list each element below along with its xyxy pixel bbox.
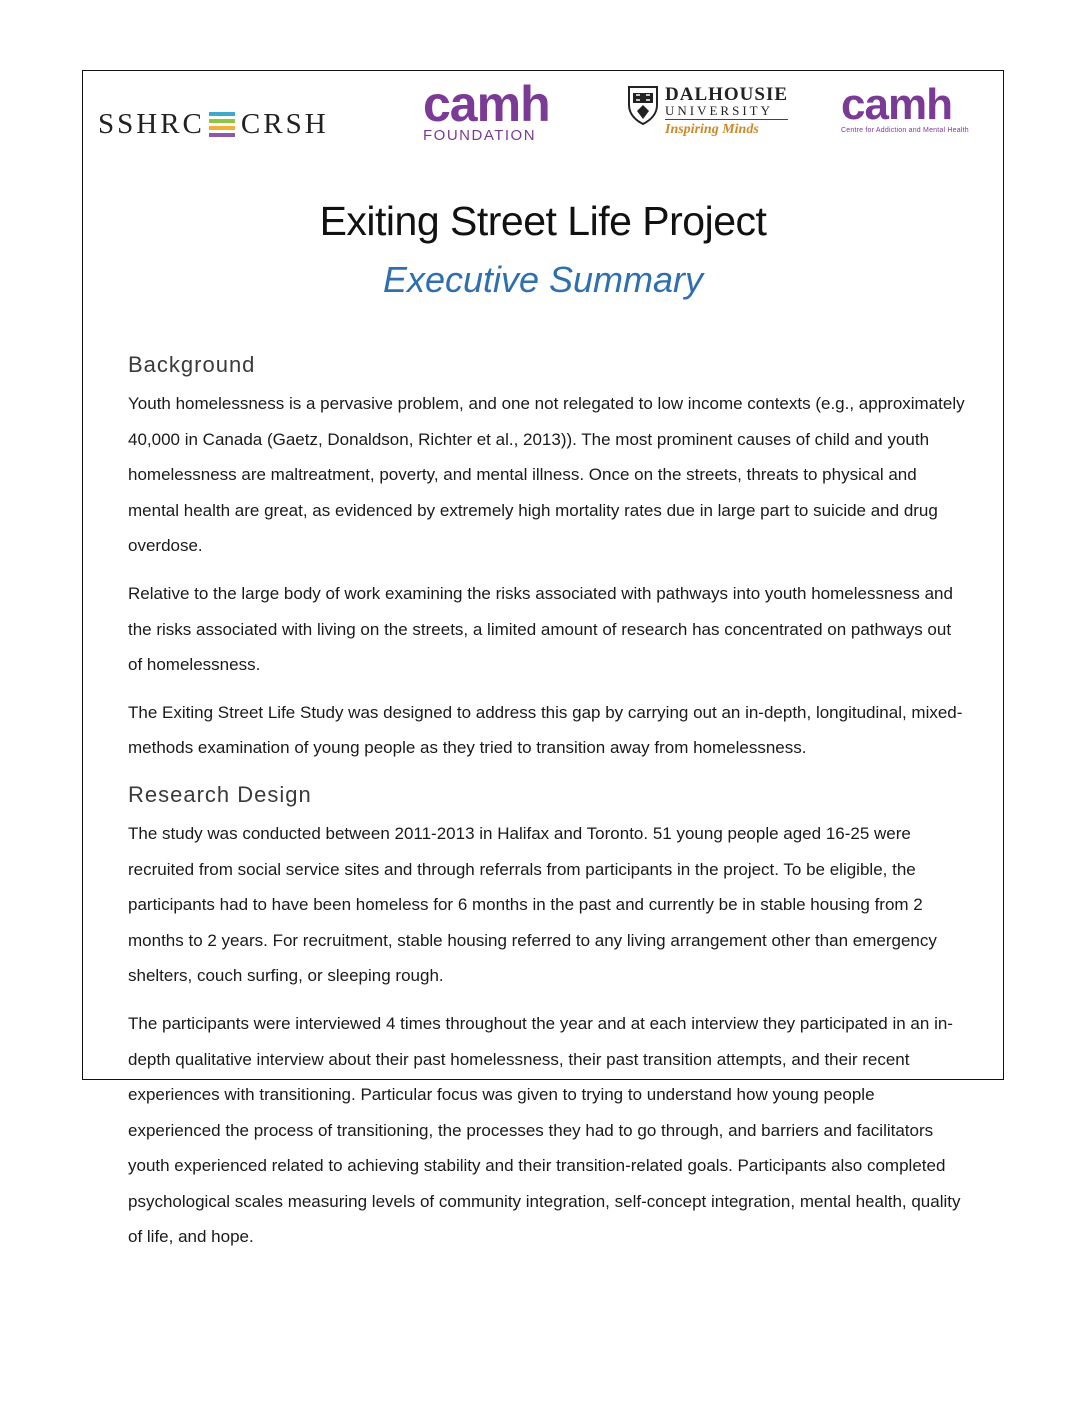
dalhousie-logo [627, 85, 788, 137]
camh-foundation-logo [423, 76, 550, 144]
document-frame [82, 70, 1004, 1247]
paragraph: The Exiting Street Life Study was designed to address this gap by carrying out an in-depth, longitudinal, mixed-methods examination of young people as they tried to transition away from homelessness. [128, 702, 963, 758]
paragraph: The study was conducted between 2011-2013 in Halifax and Toronto. 51 young people aged 16-25 were recruited from social service sites and through referrals from participants in the project. To be eligible, the participants had to have been homeless for 6 months in the past and currently be in stable housing from 2 months to 2 years. For recruitment, stable housing referred to any living arrangement other than emergency shelters, couch surfing, or sleeping rough. [128, 823, 937, 986]
dalhousie-tagline: Inspiring Minds [665, 122, 759, 137]
paragraph: The participants were interviewed 4 times throughout the year and at each interview they participated in an in-depth qualitative interview about their past homelessness, their past transition attempts, and their recent experiences with transitioning. Particular focus was given to trying to understand how young people experienced the process of transitioning, the processes they had to go through, and barriers and facilitators youth experienced related to achieving stability and their transition-related goals. Participants also completed psychological scales measuring levels of community integration, self-concept integration, mental health, quality of life, and hope. [128, 1013, 961, 1247]
crsh-text: CRSH [240, 108, 329, 140]
section-heading-background: Background [128, 352, 256, 377]
dalhousie-name: DALHOUSIE [665, 84, 789, 105]
camh-foundation-subtext: FOUNDATION [423, 127, 537, 144]
document-body [128, 348, 968, 1267]
document-subtitle: Executive Summary [382, 259, 704, 300]
paragraph: Youth homelessness is a pervasive problem, and one not relegated to low income contexts (e.g., approximately 40,000 in Canada (Gaetz, Donaldson, Richter et al., 2013)). The most prominent causes of child and youth homelessness are maltreatment, poverty, and mental illness. Once on the streets, threats to physical and mental health are great, as evidenced by extremely high mortality rates due in large part to suicide and drug overdose. [128, 394, 965, 556]
logo-bar [83, 71, 1003, 171]
sshrc-bars-icon [209, 112, 235, 137]
sshrc-crsh-logo [98, 108, 329, 141]
camh-wordmark: camh [841, 80, 952, 129]
section-heading-research-design: Research Design [128, 781, 312, 807]
camh-logo [841, 80, 969, 134]
paragraph: Relative to the large body of work examining the risks associated with pathways into youth homelessness and the risks associated with living on the streets, a limited amount of research has concentrated on pathways out of homelessness. [128, 583, 953, 675]
camh-foundation-wordmark: camh [423, 76, 550, 132]
document-title: Exiting Street Life Project [319, 198, 767, 244]
dalhousie-crest-icon [627, 85, 659, 125]
sshrc-text: SSHRC [98, 108, 205, 140]
camh-subtext: Centre for Addiction and Mental Health [841, 127, 969, 134]
dalhousie-university: UNIVERSITY [665, 104, 788, 120]
